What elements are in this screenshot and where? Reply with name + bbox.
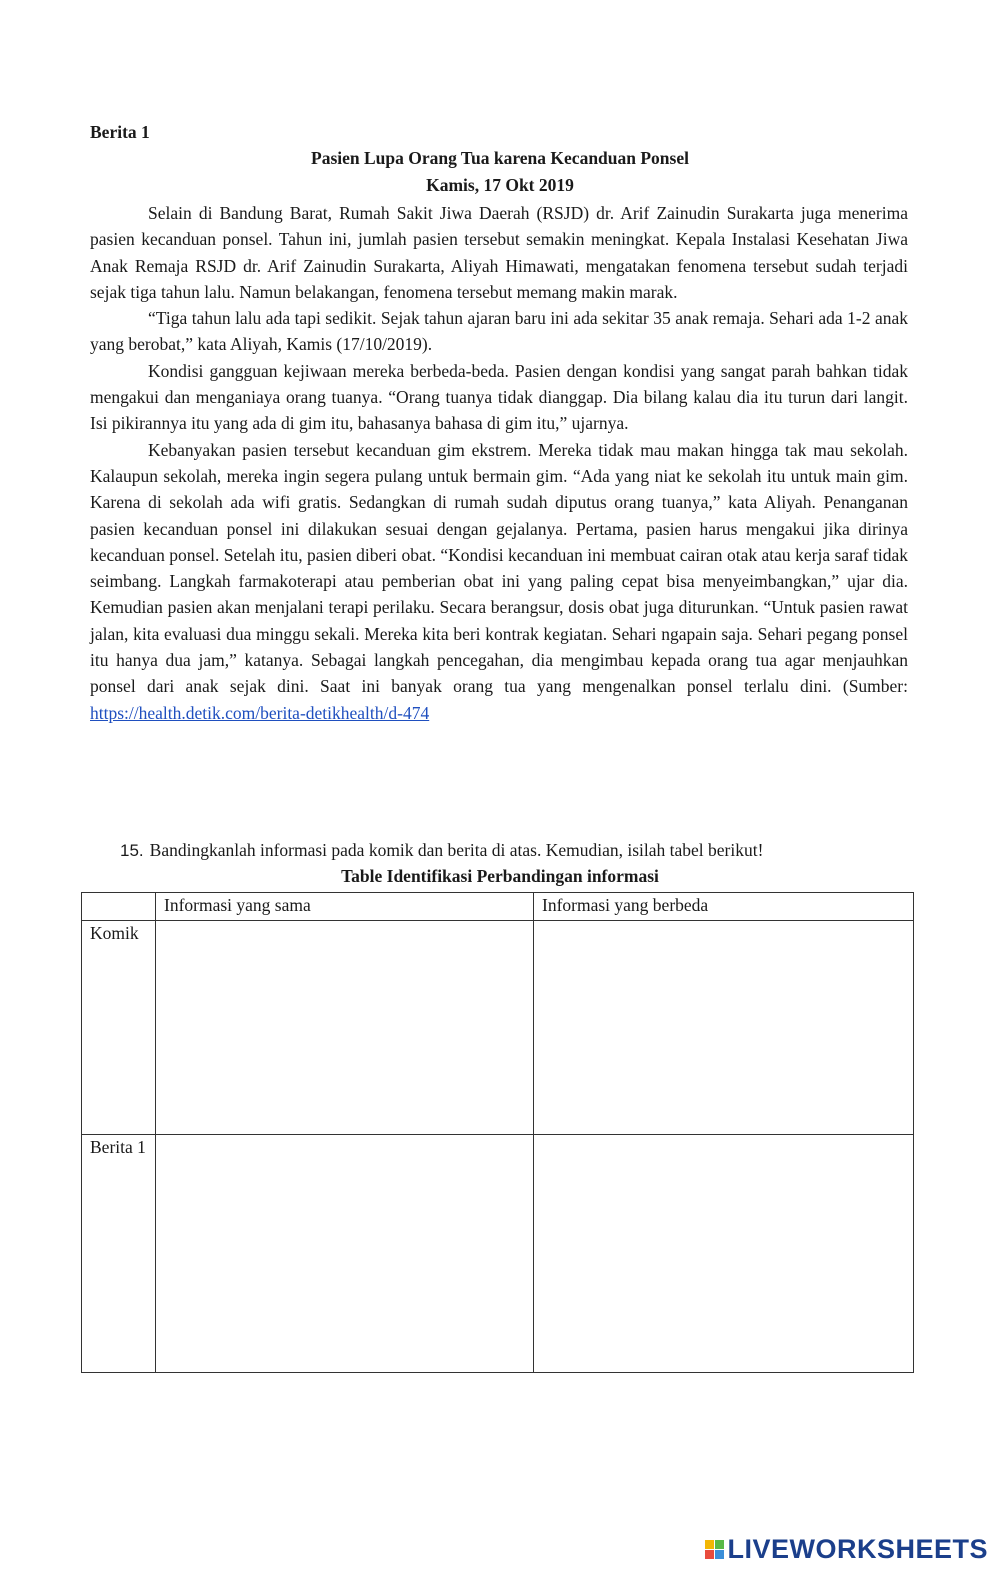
row-label-komik: Komik: [82, 921, 156, 1135]
article-paragraph-3: Kondisi gangguan kejiwaan mereka berbeda-beda. Pasien dengan kondisi yang sangat parah bahkan tidak mengakui dan menganiaya orang tuanya. “Orang tuanya tidak dianggap. Dia bilang kalau dia itu turun dari langit. Isi pikirannya itu yang ada di gim itu, bahasanya bahasa di gim itu,” ujarnya.: [90, 360, 908, 434]
source-link[interactable]: https://health.detik.com/berita-detikhealth/d-474: [90, 702, 430, 723]
article-paragraph-4: [90, 437, 908, 726]
table-row-komik: [82, 921, 914, 1135]
article-paragraph-2: “Tiga tahun lalu ada tapi sedikit. Sejak tahun ajaran baru ini ada sekitar 35 anak remaja. Sehari ada 1-2 anak yang berobat,” kata Aliyah, Kamis (17/10/2019).: [90, 308, 908, 355]
row-label-berita: Berita 1: [82, 1135, 156, 1373]
table-row-berita: [82, 1135, 914, 1373]
header-same-info: Informasi yang sama: [156, 893, 534, 921]
news-article: [90, 200, 908, 726]
question-text: Bandingkanlah informasi pada komik dan berita di atas. Kemudian, isilah tabel berikut!: [149, 840, 764, 860]
liveworksheets-logo: [705, 1534, 988, 1564]
header-corner-cell: [82, 893, 156, 921]
table-header-row: [82, 893, 914, 921]
liveworksheets-logo-text: LIVEWORKSHEETS: [727, 1533, 988, 1564]
news-title: Pasien Lupa Orang Tua karena Kecanduan Ponsel: [311, 148, 689, 168]
article-paragraph-4-text: Kebanyakan pasien tersebut kecanduan gim ekstrem. Mereka tidak mau makan hingga tak mau sekolah. Kalaupun sekolah, mereka ingin segera pulang untuk bermain gim. “Ada yang niat ke sekolah itu untuk main gim. Karena di sekolah ada wifi gratis. Sedangkan di rumah sudah diputus orang tuanya,” kata Aliyah. Penanganan pasien kecanduan ponsel ini dilakukan sesuai dengan gejalanya. Pertama, pasien harus mengakui jika dirinya kecanduan ponsel. Setelah itu, pasien diberi obat. “Kondisi kecanduan ini membuat cairan otak atau kerja saraf tidak seimbang. Langkah farmakoterapi atau pemberian obat ini yang paling cepat bisa menyeimbangkan,” ujar dia. Kemudian pasien akan menjalani terapi perilaku. Secara berangsur, dosis obat juga diturunkan. “Untuk pasien rawat jalan, kita evaluasi dua minggu sekali. Mereka kita beri kontrak kegiatan. Sehari ngapain saja. Sehari pegang ponsel itu hanya dua jam,” katanya. Sebagai langkah pencegahan, dia mengimbau kepada orang tua agar menjauhkan ponsel dari anak sejak dini. Saat ini banyak orang tua yang mengenalkan ponsel terlalu dini. (Sumber:: [90, 439, 908, 697]
news-label: Berita 1: [90, 122, 150, 142]
question-15: [120, 840, 763, 861]
question-number: 15.: [120, 841, 144, 860]
komik-different-info-cell[interactable]: [534, 921, 914, 1135]
liveworksheets-logo-icon: [705, 1540, 724, 1559]
berita-different-info-cell[interactable]: [534, 1135, 914, 1373]
article-paragraph-1: Selain di Bandung Barat, Rumah Sakit Jiwa Daerah (RSJD) dr. Arif Zainudin Surakarta juga menerima pasien kecanduan ponsel. Tahun ini, jumlah pasien tersebut semakin meningkat. Kepala Instalasi Kesehatan Jiwa Anak Remaja RSJD dr. Arif Zainudin Surakarta, Aliyah Himawati, mengatakan fenomena tersebut sudah terjadi sejak tiga tahun lalu. Namun belakangan, fenomena tersebut memang makin marak.: [90, 203, 908, 302]
comparison-table: [81, 892, 914, 1373]
komik-same-info-cell[interactable]: [156, 921, 534, 1135]
berita-same-info-cell[interactable]: [156, 1135, 534, 1373]
header-different-info: Informasi yang berbeda: [534, 893, 914, 921]
table-title: Table Identifikasi Perbandingan informasi: [341, 866, 659, 886]
news-date: Kamis, 17 Okt 2019: [426, 175, 574, 195]
